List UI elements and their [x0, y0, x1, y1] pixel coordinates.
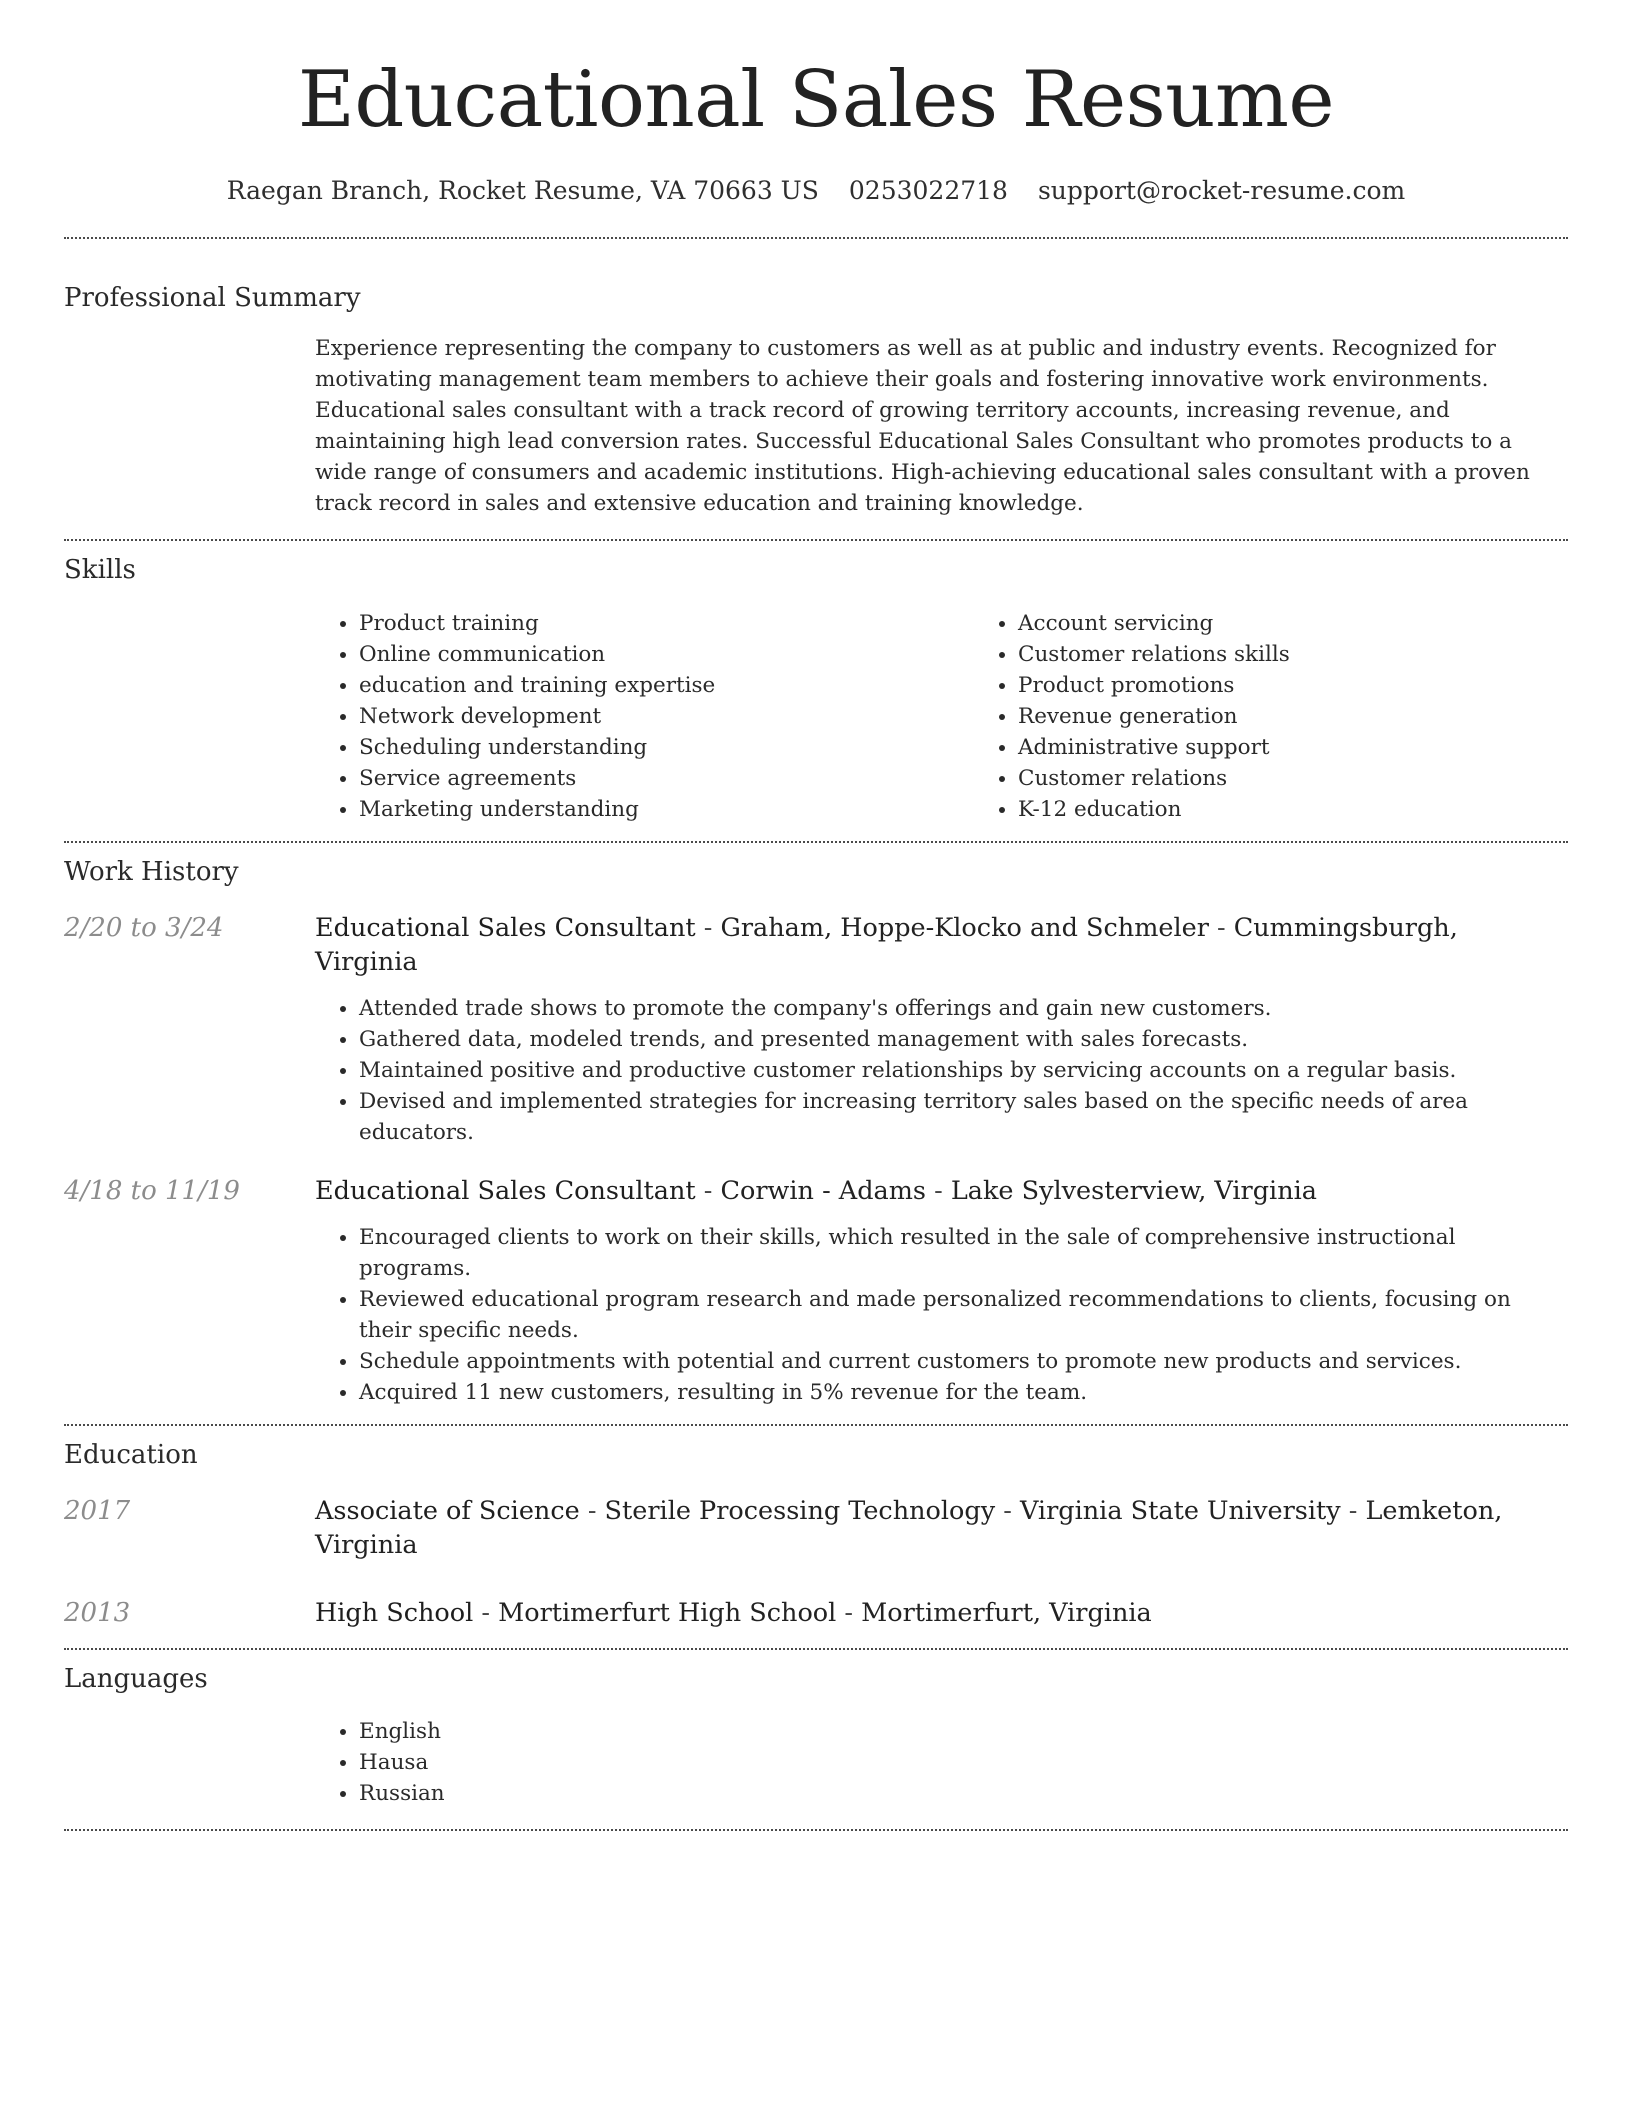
skill-item: • Revenue generation: [1018, 701, 1632, 732]
separator: -: [926, 1176, 951, 1206]
education-location: Lemketon, Virginia: [315, 1496, 1503, 1560]
resume-page: [64, 0, 1568, 1831]
separator: -: [473, 1598, 499, 1628]
skill-item: • Service agreements: [359, 763, 974, 794]
contact-address: Raegan Branch, Rocket Resume, VA 70663 US: [226, 176, 819, 205]
job-bullets: [315, 1222, 1568, 1408]
job-heading: [315, 1174, 1568, 1208]
separator: -: [579, 1496, 605, 1526]
education-school: Mortimerfurt High School: [498, 1598, 837, 1628]
summary-row: [64, 333, 1568, 519]
languages-heading: Languages: [64, 1664, 208, 1694]
separator: -: [1340, 1496, 1366, 1526]
divider: [64, 539, 1568, 541]
job-bullet: • Encouraged clients to work on their skills, which resulted in the sale of comprehensive instructional programs.: [359, 1222, 1568, 1284]
separator: -: [1208, 913, 1234, 943]
education-year: 2017: [64, 1496, 131, 1526]
skills-left-spacer: [64, 608, 315, 825]
job-dates: 4/18 to 11/19: [64, 1176, 240, 1206]
education-location: Mortimerfurt, Virginia: [861, 1598, 1152, 1628]
divider: [64, 1829, 1568, 1831]
divider: [64, 1648, 1568, 1650]
summary-heading: Professional Summary: [64, 283, 361, 313]
language-item: • English: [359, 1716, 1568, 1747]
skill-item: • Marketing understanding: [359, 794, 974, 825]
job-bullet: • Maintained positive and productive customer relationships by servicing accounts on a regular basis.: [359, 1055, 1568, 1086]
skill-item: • Administrative support: [1018, 732, 1632, 763]
skill-item: • Customer relations: [1018, 763, 1632, 794]
divider: [64, 237, 1568, 239]
job-bullet: • Reviewed educational program research and made personalized recommendations to clients, focusing on their specific needs.: [359, 1284, 1568, 1346]
skills-row: [64, 608, 1568, 825]
education-heading-line: [315, 1494, 1568, 1562]
education-entry: [64, 1494, 1568, 1562]
education-heading-line: [315, 1596, 1568, 1630]
job-location: Cummingsburgh, Virginia: [315, 913, 1458, 977]
education-heading: Education: [64, 1440, 198, 1470]
job-bullets: [315, 993, 1568, 1148]
skills-heading: Skills: [64, 555, 136, 585]
skills-list-right: [974, 608, 1632, 825]
job-bullet: • Schedule appointments with potential and current customers to promote new products and services.: [359, 1346, 1568, 1377]
education-school: Virginia State University: [1019, 1496, 1341, 1526]
languages-left-spacer: [64, 1716, 315, 1809]
job-entry: [64, 911, 1568, 1148]
summary-text: Experience representing the company to customers as well as at public and industry events. Recognized for motivating management team members to achieve their goals and fostering innovative work environments. Educational sales consultant with a track record of growing territory accounts, increasing revenue, and maintaining high lead conversion rates. Successful Educational Sales Consultant who promotes products to a wide range of consumers and academic institutions. High-achieving educational sales consultant with a proven track record in sales and extensive education and training knowledge.: [315, 336, 1530, 516]
job-dates: 2/20 to 3/24: [64, 913, 224, 943]
contact-line: [64, 174, 1568, 208]
job-bullet: • Gathered data, modeled trends, and presented management with sales forecasts.: [359, 1024, 1568, 1055]
page-title: Educational Sales Resume: [297, 55, 1335, 145]
languages-list: [315, 1716, 1568, 1809]
summary-left-spacer: [64, 333, 315, 519]
divider: [64, 1424, 1568, 1426]
skill-item: • education and training expertise: [359, 670, 974, 701]
job-entry: [64, 1174, 1568, 1408]
skill-item: • Network development: [359, 701, 974, 732]
separator: -: [695, 913, 721, 943]
contact-phone: 0253022718: [848, 176, 1008, 205]
job-bullet: • Attended trade shows to promote the company's offerings and gain new customers.: [359, 993, 1568, 1024]
skill-item: • Customer relations skills: [1018, 639, 1632, 670]
skill-item: • Scheduling understanding: [359, 732, 974, 763]
education-field: Sterile Processing Technology: [604, 1496, 996, 1526]
job-title: Educational Sales Consultant: [315, 913, 696, 943]
skill-item: • Online communication: [359, 639, 974, 670]
skill-item: • Product training: [359, 608, 974, 639]
skills-list-left: [315, 608, 974, 825]
education-degree: High School: [315, 1598, 474, 1628]
language-item: • Russian: [359, 1778, 1568, 1809]
languages-row: [64, 1716, 1568, 1809]
job-heading: [315, 911, 1568, 979]
contact-email: support@rocket-resume.com: [1037, 176, 1406, 205]
education-entry: [64, 1596, 1568, 1630]
job-company: Graham, Hoppe-Klocko and Schmeler: [720, 913, 1209, 943]
job-title: Educational Sales Consultant: [315, 1176, 696, 1206]
education-year: 2013: [64, 1598, 131, 1628]
work-heading: Work History: [64, 857, 239, 887]
job-company: Corwin - Adams: [720, 1176, 926, 1206]
skill-item: • K-12 education: [1018, 794, 1632, 825]
job-location: Lake Sylvesterview, Virginia: [950, 1176, 1317, 1206]
skill-item: • Account servicing: [1018, 608, 1632, 639]
skill-item: • Product promotions: [1018, 670, 1632, 701]
language-item: • Hausa: [359, 1747, 1568, 1778]
separator: -: [995, 1496, 1020, 1526]
separator: -: [695, 1176, 721, 1206]
divider: [64, 841, 1568, 843]
education-degree: Associate of Science: [315, 1496, 580, 1526]
job-bullet: • Devised and implemented strategies for increasing territory sales based on the specific needs of area educators.: [359, 1086, 1568, 1148]
job-bullet: • Acquired 11 new customers, resulting in 5% revenue for the team.: [359, 1377, 1568, 1408]
separator: -: [836, 1598, 862, 1628]
